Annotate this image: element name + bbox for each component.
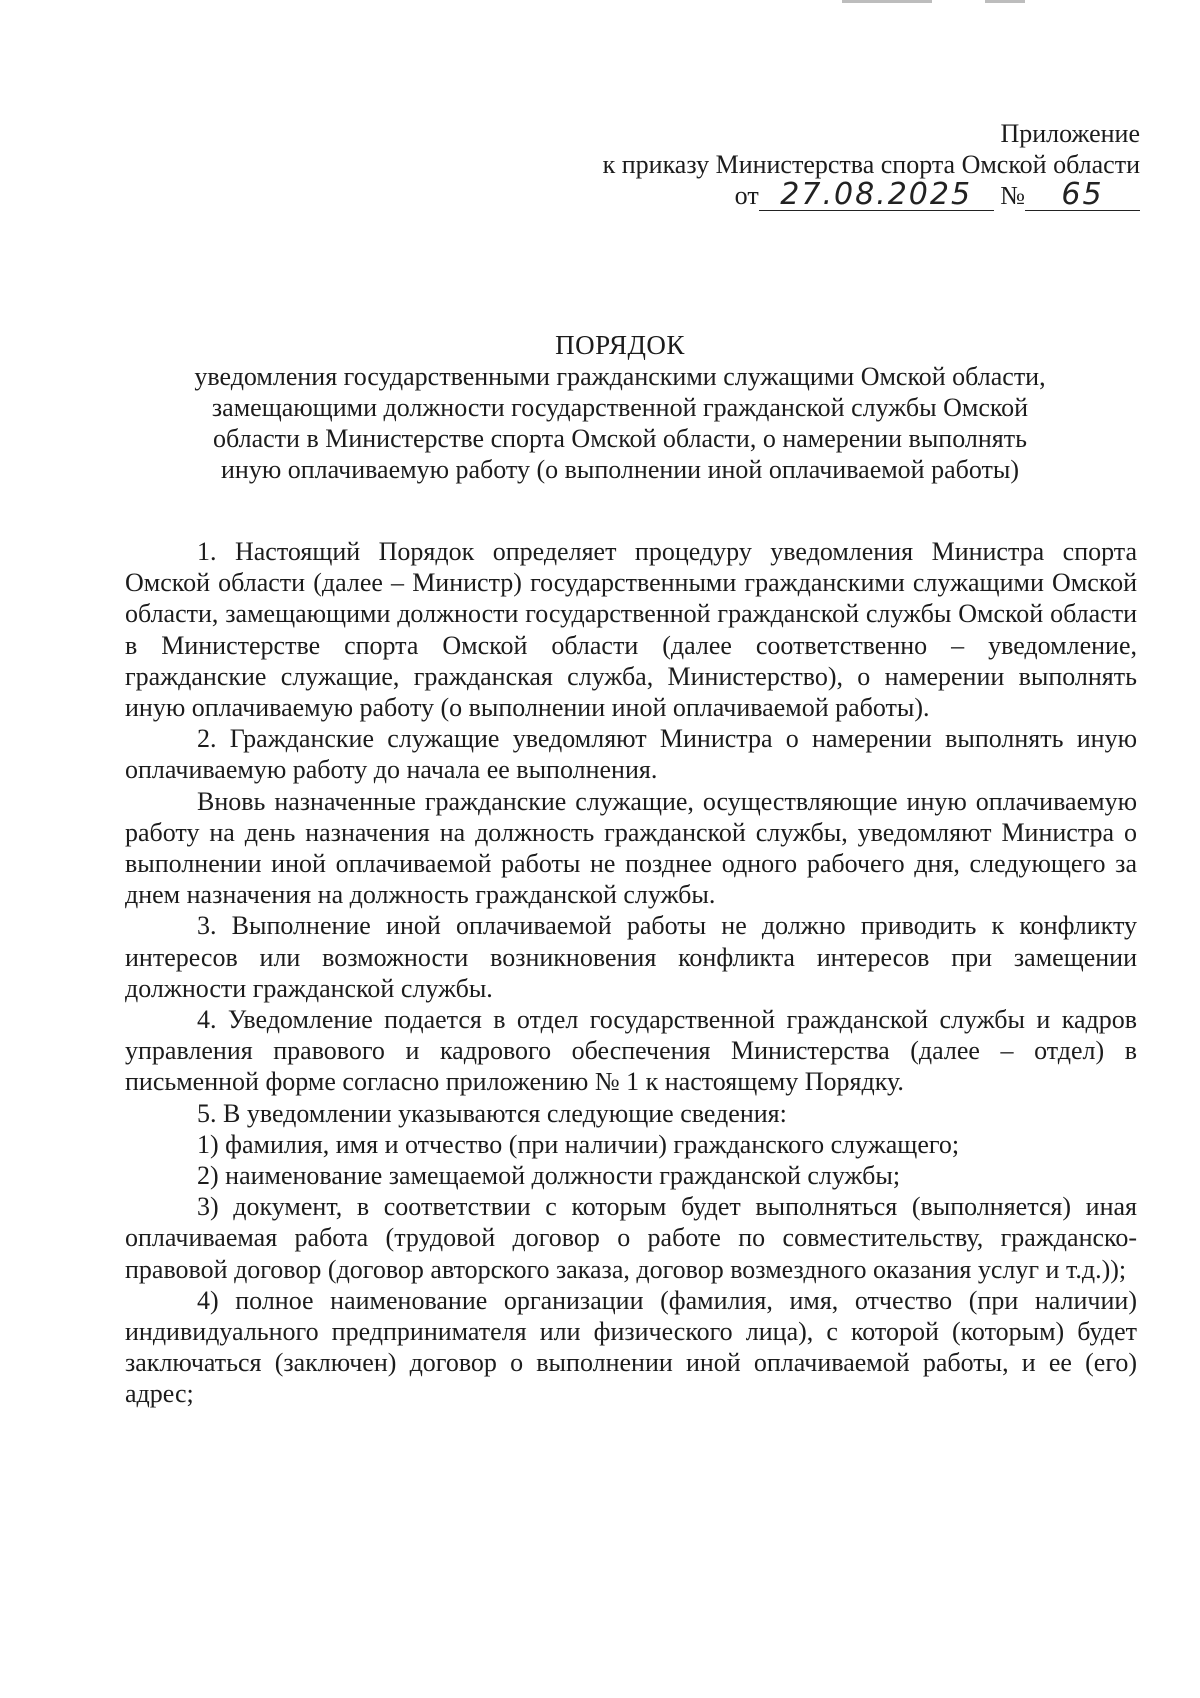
date-prefix: от [734, 181, 759, 210]
paragraph-4: 4. Уведомление подается в отдел государственной гражданской службы и кадров управления правового и кадрового обеспечения Министерства (далее – отдел) в письменной форме согласно приложению № 1 к настоящему Порядку. [125, 1005, 1137, 1097]
document-subtitle-line: области в Министерстве спорта Омской области, о намерении выполнять [213, 424, 1027, 453]
handwritten-number-value: 65 [1061, 177, 1104, 212]
number-prefix: № [1000, 181, 1025, 210]
paragraph-5: 5. В уведомлении указываются следующие сведения: [197, 1098, 787, 1128]
paragraph-3: 3. Выполнение иной оплачиваемой работы не должно приводить к конфликту интересов или возможности возникновения конфликта интересов при замещении должности гражданской службы. [125, 911, 1137, 1003]
appendix-header [603, 118, 1140, 211]
list-item-4: 4) полное наименование организации (фамилия, имя, отчество (при наличии) индивидуального предпринимателя или физического лица), с которой (которым) будет заключаться (заключен) договор о выполнении иной оплачиваемой работы, и ее (его) адрес; [125, 1285, 1137, 1409]
appendix-order-reference: к приказу Министерства спорта Омской области [602, 150, 1140, 179]
list-item-1: 1) фамилия, имя и отчество (при наличии) гражданского служащего; [197, 1129, 960, 1159]
paragraph-2-continued: Вновь назначенные гражданские служащие, осуществляющие иную оплачиваемую работу на день назначения на должность гражданской службы, уведомляют Министра о выполнении иной оплачиваемой работы не позднее одного рабочего дня, следующего за днем назначения на должность гражданской службы. [125, 786, 1137, 910]
document-title-block [100, 330, 1140, 485]
appendix-label: Приложение [1000, 119, 1140, 148]
order-date-number-line [603, 177, 1140, 212]
document-subtitle-line: иную оплачиваемую работу (о выполнении иной оплачиваемой работы) [220, 455, 1020, 484]
list-item-2: 2) наименование замещаемой должности гражданской службы; [197, 1161, 901, 1191]
paragraph-2: 2. Гражданские служащие уведомляют Министра о намерении выполнять иную оплачиваемую работу до начала ее выполнения. [125, 724, 1137, 785]
handwritten-date-value: 27.08.2025 [780, 177, 973, 212]
paragraph-1: 1. Настоящий Порядок определяет процедуру уведомления Министра спорта Омской области (далее – Министр) государственными гражданскими служащими Омской области, замещающими должности государственной гражданской службы Омской области в Министерстве спорта Омской области (далее соответственно – уведомление, гражданские служащие, гражданская служба, Министерство), о намерении выполнять иную оплачиваемую работу (о выполнении иной оплачиваемой работы). [125, 537, 1137, 723]
document-body [125, 536, 1137, 1410]
scan-artifact [985, 0, 1025, 3]
handwritten-date [759, 177, 994, 212]
document-subtitle-line: замещающими должности государственной гражданской службы Омской [211, 393, 1029, 422]
list-item-3: 3) документ, в соответствии с которым будет выполняться (выполняется) иная оплачиваемая работа (трудовой договор о работе по совместительству, гражданско-правовой договор (договор авторского заказа, договор возмездного оказания услуг и т.д.)); [125, 1192, 1137, 1284]
handwritten-number [1025, 177, 1140, 212]
document-subtitle-line: уведомления государственными гражданскими служащими Омской области, [194, 362, 1046, 391]
document-title: ПОРЯДОК [555, 330, 685, 360]
scan-artifact [842, 0, 932, 3]
